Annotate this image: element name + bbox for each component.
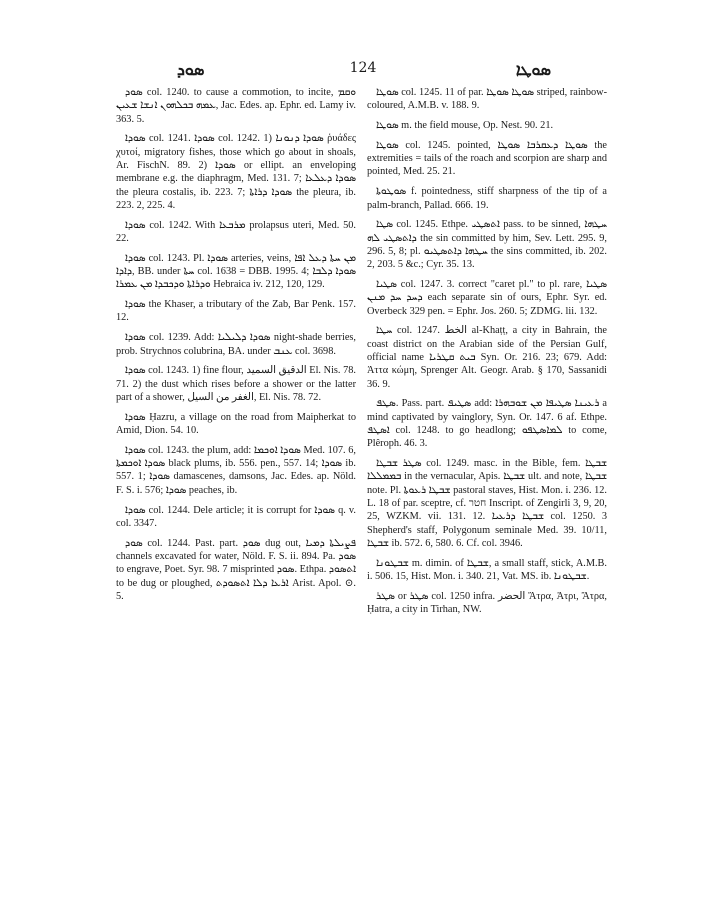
dictionary-entry: ܣܘܛܐ col. 1245. 11 of par. ܣܘܛܐ ܣܘܛܐ striped, rainbow-coloured, A.M.B. v. 188. 9. [367, 87, 607, 112]
dictionary-entry: ܫܒܛܘܢܐ m. dimin. of ܫܒܛܐ, a small staff, stick, A.M.B. i. 506. 15, Hist. Mon. i. 340. 21, Vat. MS. ib. ܫܒܛܘܢܐ. [367, 557, 607, 582]
dictionary-entry: ܣܘܛܐ col. 1245. pointed, ܣܘܛܐ ܕܥܩܪܒܐ ܣܘܛܐ the extremities = tails of the roach and scorpion are sharp and pointed, Med. 25. 21. [367, 139, 607, 178]
dictionary-entry: ܣܘܕܐ Ḥazru, a village on the road from Maipherkat to Amid, Dion. 54. 10. [116, 411, 356, 437]
dictionary-entry: ܚܛܐ col. 1247. الخط al-Khaṭṭ, a city in Bahrain, the coast district on the Arabian side of the Persian Gulf, official name ܒܝܬ ܩܛܪܝܐ Syn. Or. 216. 23; 679. Add: Ἀττα κώμη, Sprenger Alt. Geogr. Arab. § 170, Sassanidi 36. 9. [367, 325, 607, 390]
right-column [367, 86, 607, 623]
dictionary-entry: ܣܘܕܐ col. 1243. Pl. ܣܘܕܐ arteries, veins, ܡܢ ܚܬܐ ܕܥܠ ܐܦܐ ܕܐܕܐ, BB. under ܚܬܐ col. 1638 = DBB. 1995. 4; ܣܘܕܐ ܕܠܒܐ ܘܕܪܐܬܐ ܘܕܟܒܕܐ ܡܢ ܥܡܪܐ Hebraica iv. 212, 120, 129. [116, 252, 356, 291]
page-number: 124 [349, 60, 377, 76]
left-running-headword: ܣܘܕ [177, 60, 205, 79]
page-header [115, 58, 611, 84]
dictionary-entry: ܣܘܛܘܬܐ f. pointedness, stiff sharpness of the tip of a palm-branch, Pallad. 666. 19. [367, 186, 607, 211]
right-running-headword: ܣܘܛܐ [515, 60, 551, 79]
dictionary-entry: ܣܛܐ col. 1245. Ethpe. ܐܬܣܛܝ pass. to be sinned, ܚܛܗܐ ܕܐܬܣܛܝ ܠܗ the sin committed by him, Sev. Lett. 295. 9, 296. 5, 8; pl. ܚܛܗܐ ܕܐܬܣܛܝܘ the sins committed, ib. 202. 2, 203. 5 &c.; Cyr. 35. 13. [367, 219, 607, 271]
dictionary-entry: ܣܘܕܐ col. 1243. 1) fine flour, الدقيق السميد El. Nis. 78. 71. 2) the dust which rises before a shower or the latter part of a shower, الغفر من السيل, El. Nis. 78. 72. [116, 365, 357, 403]
dictionary-entry: ܣܛܦ. Pass. part. ܣܛܝܦ add: ܪܥܝܢܐ ܣܛܝܦܐ ܡܢ ܫܘܒܗܪܐ a mind captivated by vainglory, Syn. Or. 147. 6 af. Ethpe. ܐܣܛܦ col. 1248. to go headlong; ܠܡܐܣܛܦܘ to come, Plêroph. 46. 3. [367, 398, 608, 450]
dictionary-entry: ܣܘܕܐ col. 1241. ܣܘܕܐ col. 1242. 1) ܣܘܕܐ ܕܢܘܢܐ ῥυάδες χυτοί, migratory fishes, those which go about in shoals, Ar. FischN. 89. 2) ܣܘܕܐ or ellipt. an enveloping membrane e.g. the diaphragm, Med. 131. 7; ܣܘܕܐ ܕܥܠܥܐ the pleura costalis, ib. 223. 7; ܣܘܕܐ ܕܪܐܬܐ the pleura, ib. 223. 2, 225. 4. [116, 133, 356, 211]
dictionary-entry: ܣܘܛܐ m. the field mouse, Op. Nest. 90. 21. [376, 120, 554, 132]
dictionary-entry: ܣܘܕܐ col. 1242. With ܡܪܒܥܐ prolapsus uteri, Med. 50. 22. [116, 219, 357, 244]
dictionary-entry: ܣܘܕܐ col. 1243. the plum, add: ܣܘܕܐ ܐܘܟܡܐ Med. 107. 6, ܣܘܕܐ ܐܘܟܡܬܐ black plums, ib. 556. pen., 557. 14; ܣܘܕܐ ib. 557. 1; ܣܘܕܐ damascenes, damsons, Jac. Edes. ap. Nöld. F. S. i. 576; ܣܘܕܐ peaches, ib. [116, 444, 356, 496]
dictionary-entry: ܣܘܕ col. 1240. to cause a commotion, to incite, ܘܩܡ ܥܡܗ ܒܟܠܗܘܢ ܐܢܫܐ ܫܥܝܢ, Jac. Edes. ap. Ephr. ed. Lamy iv. 363. 5. [116, 87, 356, 125]
dictionary-entry: ܣܛܪ or ܣܛܪ col. 1250 infra. الحضر Ἄτρα, Ἀτρι, Ἄτρα, Ḥatra, a city in Tirhan, NW. [367, 590, 608, 616]
left-column [116, 86, 356, 610]
dictionary-entry: ܣܘܕܐ the Khaser, a tributary of the Zab, Bar Penk. 157. 12. [116, 299, 356, 324]
dictionary-entry: ܣܛܪ ܫܒܛܐ col. 1249. masc. in the Bible, fem. ܫܒܛܐ ܒܡܡܠܠܐ in the vernacular, Apis. ܫܒܛܐ ult. and note, ܫܒܛܐ note. Pl. ܫܒܛܐ ܪܥܘܬܐ pastoral staves, Hist. Mon. i. 236. 12. L. 18 of par. sceptre, cf. חטר Inscript. of Zengirli 3, 9, 20, 25, WZKM. vii. 131. 12. ܫܒܛܐ ܕܪܥܝܐ col. 1250. 3 Shepherd's staff, Polygonum seminale Med. 39. 10/11, ܫܒܛܐ ib. 572. 6, 580. 6. Cf. col. 3946. [367, 458, 607, 549]
dictionary-entry: ܣܘܕܐ col. 1244. Dele article; it is corrupt for ܣܘܕܐ q. v. col. 3347. [116, 504, 356, 529]
dictionary-entry: ܣܘܕ col. 1244. Past. part. ܣܘܕ dug out, ܦܨܝܠܬܐ ܕܡܝܐ channels excavated for water, Nöld. F. S. ii. 894. Pa. ܣܘܕ to engrave, Poet. Syr. 98. 7 misprinted ܣܘܕ. Ethpa. ܐܬܣܘܕ to be dug or ploughed, ܐܪܥܐ ܕܠܐ ܐܬܣܘܕܬ Arist. Apol. ⊙. 5. [116, 537, 356, 602]
dictionary-entry: ܣܘܕܐ col. 1239. Add: ܣܘܕܐ ܕܠܝܠܝܐ night-shade berries, prob. Strychnos colubrina, BA. under ܥܢܒ col. 3698. [116, 332, 356, 357]
dictionary-entry: ܣܛܝܐ col. 1247. 3. correct "caret pl." to pl. rare, ܣܛܝܐ ܕܚܕ ܚܕ ܡܢܢ each separate sin of ours, Ephr. Syr. ed. Overbeck 329 pen. = Ephr. Jos. 260. 5; ZDMG. lii. 132. [367, 279, 607, 317]
